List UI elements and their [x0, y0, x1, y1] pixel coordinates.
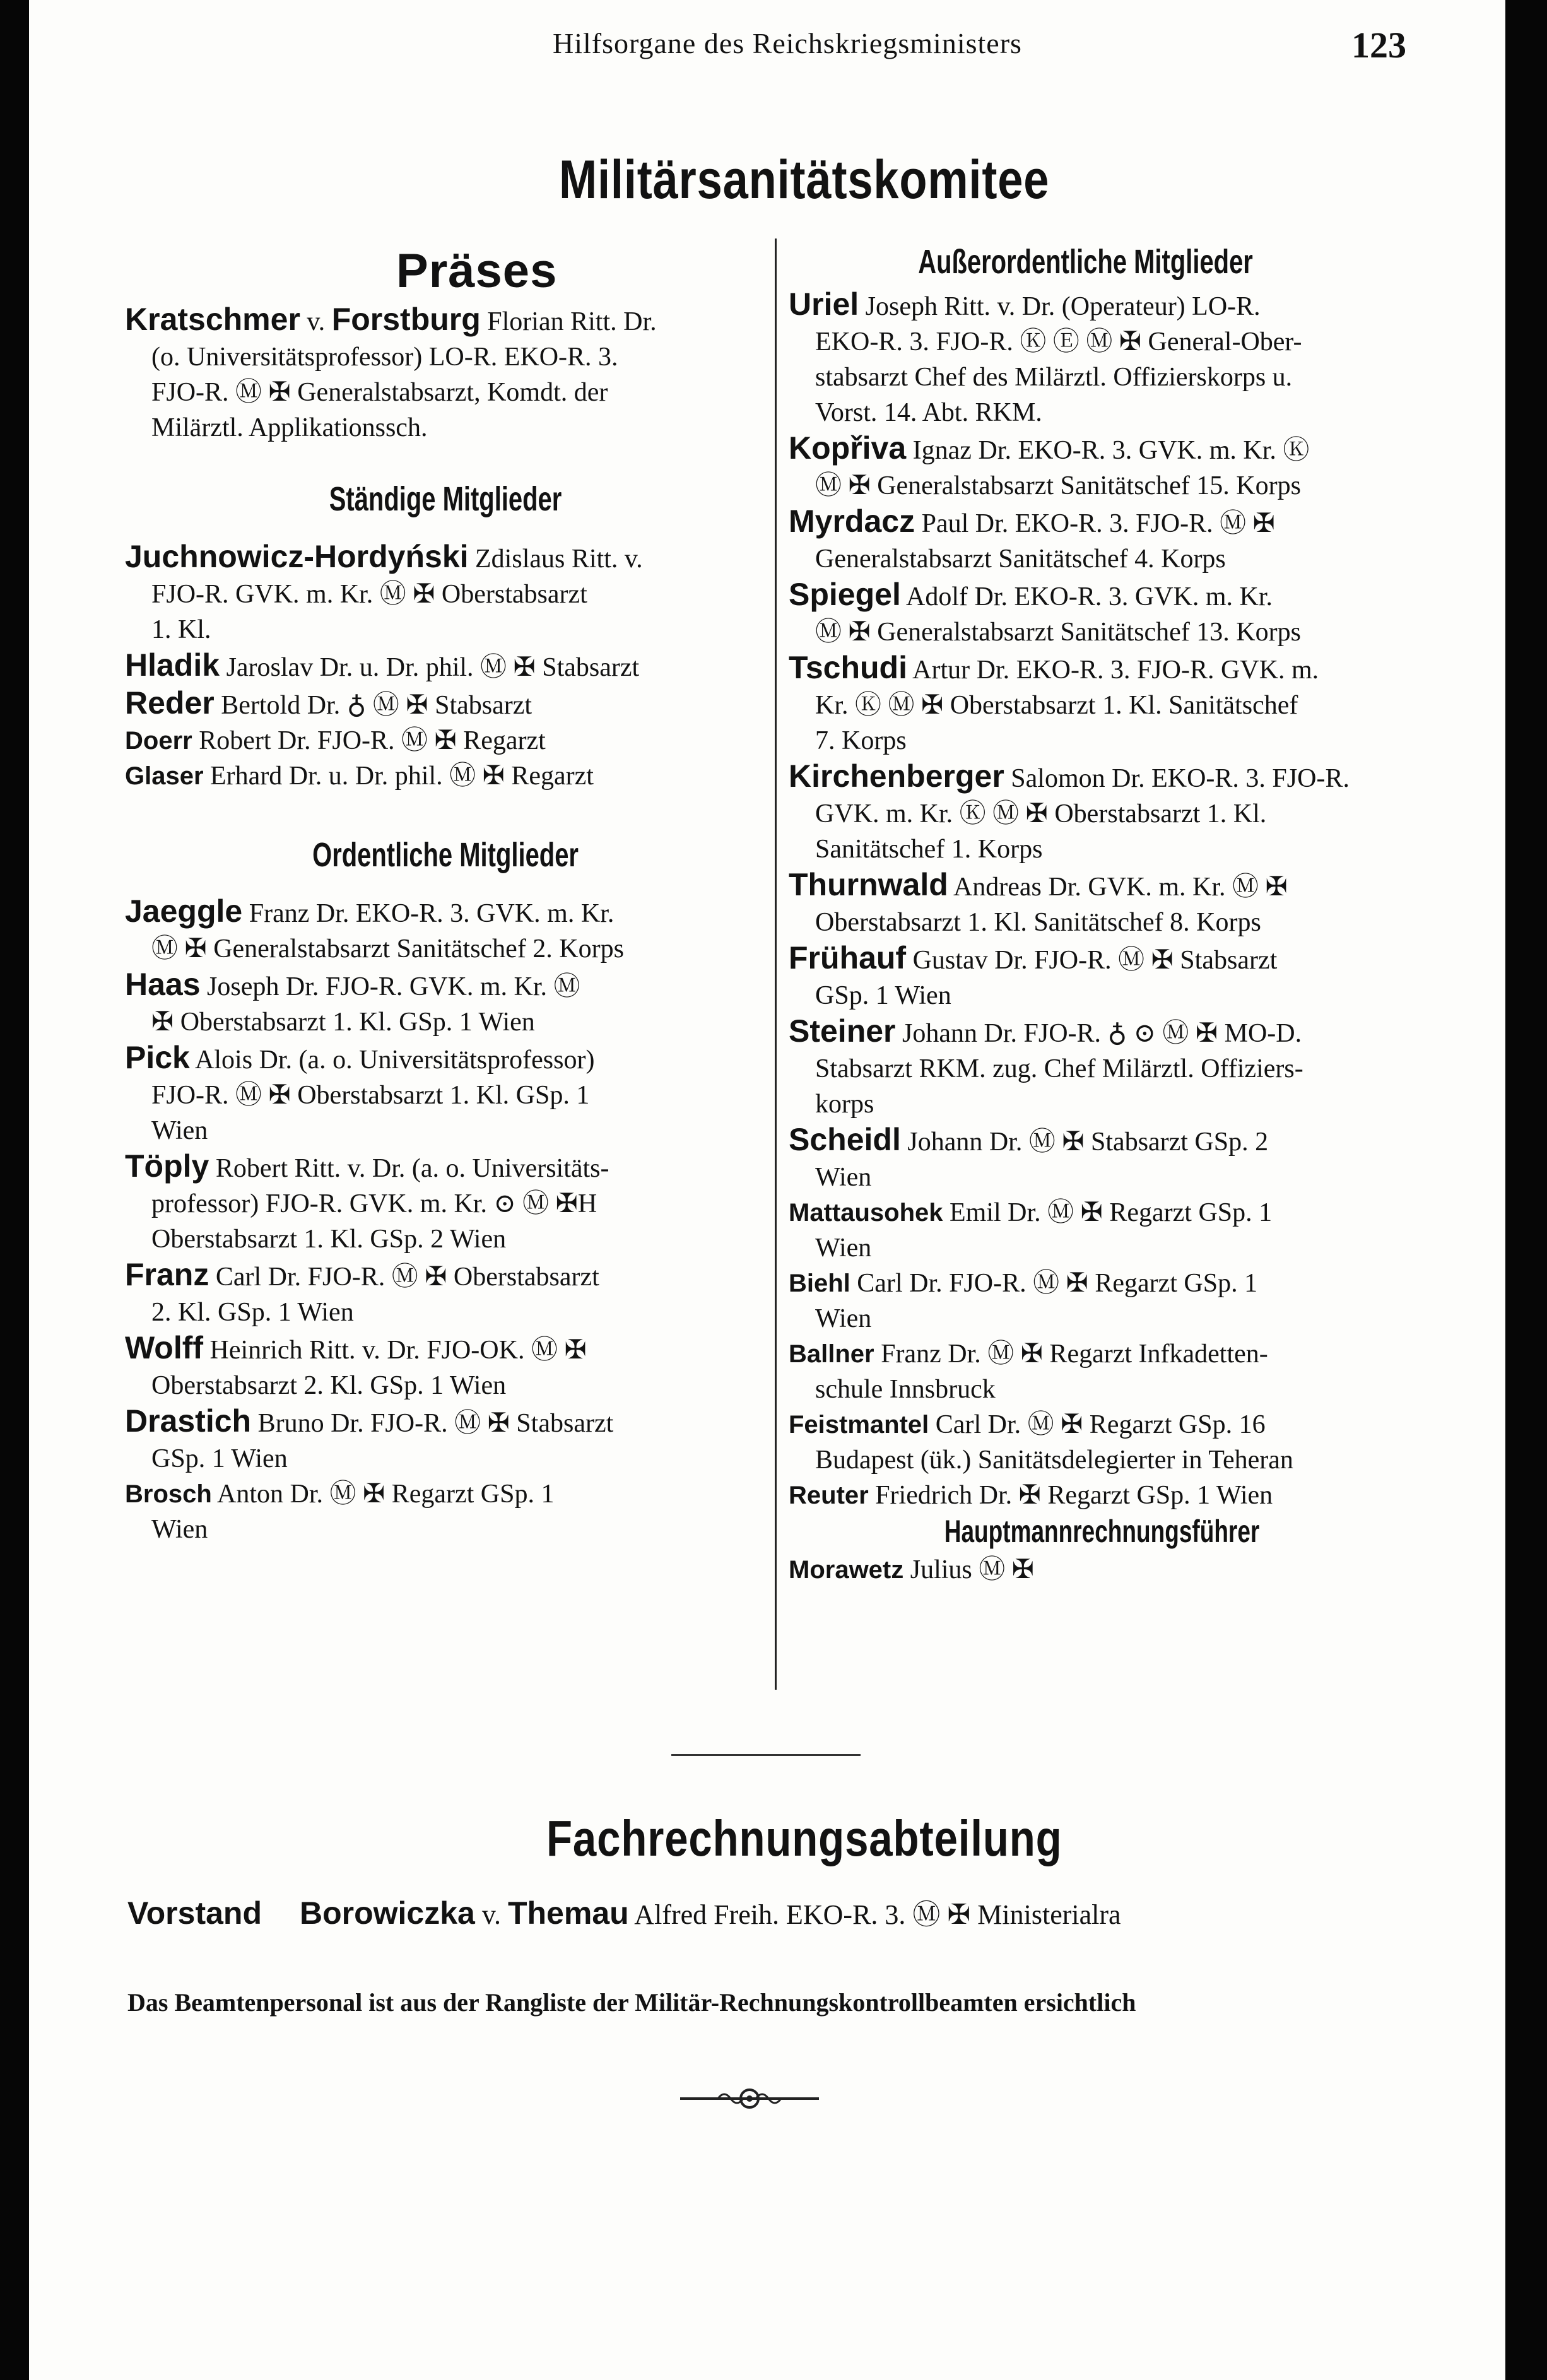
entry-name: Haas [125, 967, 201, 1002]
entry-continuation: FJO-R. GVK. m. Kr. Ⓜ ✠ Oberstabsarzt [151, 580, 587, 609]
ausserordentliche-heading: Außerordentliche Mitglieder [918, 243, 1254, 281]
entry-name: Franz [125, 1257, 209, 1292]
entry-name: Doerr [125, 727, 192, 755]
entry-detail: Joseph Dr. FJO-R. GVK. m. Kr. Ⓜ [200, 972, 580, 1001]
right-column [756, 242, 1416, 1588]
entry-continuation: Wien [815, 1234, 872, 1263]
entry [789, 1552, 1416, 1588]
entry-continuation: Ⓜ ✠ Generalstabsarzt Sanitätschef 2. Korps [151, 934, 624, 963]
entry-detail: Artur Dr. EKO-R. 3. FJO-R. GVK. m. [907, 656, 1319, 685]
entry-first-line [789, 577, 1416, 615]
entry-continuation: GVK. m. Kr. Ⓚ Ⓜ ✠ Oberstabsarzt 1. Kl. [815, 799, 1267, 828]
entry-name: Biehl [789, 1270, 850, 1297]
entry-first-line [125, 1330, 766, 1368]
entry-continuation: Oberstabsarzt 2. Kl. GSp. 1 Wien [151, 1371, 507, 1400]
entry-continuation: Kr. Ⓚ Ⓜ ✠ Oberstabsarzt 1. Kl. Sanitätschef [815, 691, 1298, 720]
entry-continuation: Wien [151, 1116, 208, 1145]
rechnungs-list [756, 1552, 1416, 1588]
entry-first-line [789, 504, 1416, 541]
entry-detail: Gustav Dr. FJO-R. Ⓜ ✠ Stabsarzt [906, 946, 1278, 975]
entry [125, 1476, 766, 1547]
entry [789, 577, 1416, 650]
entry-continuation: stabsarzt Chef des Milärztl. Offizierskorps u. [815, 363, 1293, 392]
ordentliche-list [125, 893, 766, 1547]
entry-detail: Robert Ritt. v. Dr. (a. o. Universitäts- [209, 1154, 609, 1183]
section-rule [671, 1754, 861, 1756]
staendige-heading: Ständige Mitglieder [329, 480, 562, 518]
entry-detail: Franz Dr. EKO-R. 3. GVK. m. Kr. [242, 899, 615, 928]
ausserordentliche-heading-wrap [756, 242, 1416, 286]
rechnungs-heading-wrap [756, 1513, 1416, 1552]
entry-continuation: Oberstabsarzt 1. Kl. GSp. 2 Wien [151, 1225, 507, 1254]
entry-name: Brosch [125, 1480, 212, 1508]
entry-name: Scheidl [789, 1122, 901, 1157]
entry-continuation: 1. Kl. [151, 615, 211, 644]
entry-name: Tschudi [789, 650, 907, 685]
entry-continuation: Oberstabsarzt 1. Kl. Sanitätschef 8. Korps [815, 908, 1261, 937]
entry-continuation: EKO-R. 3. FJO-R. Ⓚ Ⓔ Ⓜ ✠ General-Ober- [815, 327, 1302, 356]
entry-name: Töply [125, 1148, 209, 1184]
entry-name: Spiegel [789, 577, 901, 612]
entry [125, 685, 766, 723]
ausserordentliche-list [756, 286, 1416, 1513]
entry-continuation: Vorst. 14. Abt. RKM. [815, 398, 1042, 427]
vorstand-name: Borowiczka [300, 1895, 475, 1931]
entry-continuation: 2. Kl. GSp. 1 Wien [151, 1298, 354, 1327]
main-title: Militärsanitätskomitee [559, 150, 1050, 210]
entry-continuation: Ⓜ ✠ Generalstabsarzt Sanitätschef 15. Korps [815, 471, 1301, 500]
entry [789, 1122, 1416, 1195]
entry [789, 1266, 1416, 1336]
entry-first-line [125, 1148, 766, 1186]
entry-name: Kirchenberger [789, 758, 1004, 794]
entry [789, 1195, 1416, 1266]
entry [125, 647, 766, 685]
entry [125, 302, 766, 445]
vorstand-particle: v. [474, 1899, 509, 1930]
entry-continuation: Budapest (ük.) Sanitätsdelegierter in Teheran [815, 1446, 1293, 1475]
entry-detail: Paul Dr. EKO-R. 3. FJO-R. Ⓜ ✠ [915, 509, 1275, 538]
entry-continuation: Wien [815, 1163, 872, 1192]
entry-first-line [789, 1195, 1416, 1230]
entry-detail: Anton Dr. Ⓜ ✠ Regarzt GSp. 1 [211, 1480, 555, 1509]
entry-detail: Julius Ⓜ ✠ [903, 1555, 1034, 1584]
entry-detail: Erhard Dr. u. Dr. phil. Ⓜ ✠ Regarzt [203, 762, 594, 791]
entry-name: Kratschmer [125, 302, 300, 337]
beamten-note: Das Beamtenpersonal ist aus der Rangliste der Militär-Rechnungskontrollbeamten ersichtlich [127, 1988, 1136, 2017]
entry-name: Frühauf [789, 940, 907, 975]
entry-first-line [789, 1336, 1416, 1372]
entry-first-line [125, 647, 766, 685]
vorstand-name2: Themau [508, 1895, 629, 1931]
entry-first-line [789, 1013, 1416, 1051]
entry-name: Juchnowicz-Hordyński [125, 539, 469, 574]
entry [125, 893, 766, 967]
vorstand-rest: Alfred Freih. EKO-R. 3. Ⓜ ✠ Ministerialra [628, 1899, 1121, 1930]
entry-first-line [789, 758, 1416, 796]
entry [789, 650, 1416, 758]
entry-continuation: Ⓜ ✠ Generalstabsarzt Sanitätschef 13. Korps [815, 618, 1301, 647]
entry-first-line [789, 1122, 1416, 1160]
entry-first-line [789, 650, 1416, 688]
entry-continuation: Generalstabsarzt Sanitätschef 4. Korps [815, 545, 1226, 574]
left-column [125, 302, 766, 1547]
ordentliche-heading-wrap [125, 835, 766, 880]
entry [789, 286, 1416, 430]
entry-name2: Forstburg [331, 302, 481, 337]
entry-name: Kopřiva [789, 430, 907, 466]
entry-name: Morawetz [789, 1556, 904, 1584]
entry-detail: Carl Dr. FJO-R. Ⓜ ✠ Regarzt GSp. 1 [850, 1269, 1258, 1298]
entry-detail: Carl Dr. FJO-R. Ⓜ ✠ Oberstabsarzt [209, 1263, 599, 1292]
entry [125, 723, 766, 758]
entry-detail: Salomon Dr. EKO-R. 3. FJO-R. [1004, 764, 1350, 793]
entry-name: Jaeggle [125, 893, 243, 929]
entry-name: Reuter [789, 1482, 869, 1509]
entry-detail: Joseph Ritt. v. Dr. (Operateur) LO-R. [859, 292, 1261, 321]
entry-continuation: korps [815, 1090, 874, 1119]
rechnungs-heading: Hauptmannrechnungsführer [944, 1514, 1260, 1549]
entry-name: Glaser [125, 762, 204, 790]
entry [125, 1257, 766, 1330]
entry [789, 758, 1416, 867]
entry-first-line [125, 302, 766, 339]
entry-name: Uriel [789, 286, 859, 322]
entry-name: Hladik [125, 647, 220, 683]
entry-first-line [125, 1476, 766, 1512]
entry [125, 1403, 766, 1476]
entry-first-line [789, 1552, 1416, 1588]
entry-first-line [789, 940, 1416, 978]
entry-detail: Jaroslav Dr. u. Dr. phil. Ⓜ ✠ Stabsarzt [220, 653, 640, 682]
entry-name: Drastich [125, 1403, 252, 1439]
entry-continuation: ✠ Oberstabsarzt 1. Kl. GSp. 1 Wien [151, 1008, 535, 1037]
entry [789, 504, 1416, 577]
vorstand-label: Vorstand [127, 1895, 262, 1931]
entry-first-line [789, 867, 1416, 905]
entry [125, 539, 766, 647]
entry-detail: Johann Dr. Ⓜ ✠ Stabsarzt GSp. 2 [900, 1128, 1269, 1157]
entry-first-line [789, 1478, 1416, 1513]
entry-detail: Bruno Dr. FJO-R. Ⓜ ✠ Stabsarzt [251, 1409, 614, 1438]
entry-continuation: Stabsarzt RKM. zug. Chef Milärztl. Offiziers- [815, 1054, 1303, 1083]
praeses-heading: Präses [396, 244, 558, 298]
entry-detail: Johann Dr. FJO-R. ♁ ⊙ Ⓜ ✠ MO-D. [895, 1019, 1302, 1048]
ordentliche-heading: Ordentliche Mitglieder [312, 836, 579, 874]
entry-detail: Zdislaus Ritt. v. [468, 545, 643, 574]
entry-first-line [125, 1257, 766, 1295]
entry-first-line [125, 539, 766, 577]
entry [789, 940, 1416, 1013]
entry-continuation: Wien [151, 1515, 208, 1544]
entry-continuation: (o. Universitätsprofessor) LO-R. EKO-R. 3. [151, 343, 618, 372]
entry-detail: Alois Dr. (a. o. Universitätsprofessor) [189, 1046, 595, 1075]
entry-detail: Ignaz Dr. EKO-R. 3. GVK. m. Kr. Ⓚ [906, 436, 1310, 465]
entry-name: Pick [125, 1040, 190, 1075]
document-page [29, 0, 1505, 2380]
entry [125, 1148, 766, 1257]
entry-particle: v. [300, 307, 332, 336]
entry-continuation: GSp. 1 Wien [151, 1444, 288, 1473]
entry [125, 1040, 766, 1148]
entry-detail: Carl Dr. Ⓜ ✠ Regarzt GSp. 16 [929, 1410, 1266, 1439]
entry-continuation: Sanitätschef 1. Korps [815, 835, 1043, 864]
entry-detail: Heinrich Ritt. v. Dr. FJO-OK. Ⓜ ✠ [203, 1336, 587, 1365]
entry-name: Reder [125, 685, 215, 721]
entry-first-line [125, 1040, 766, 1078]
entry-continuation: FJO-R. Ⓜ ✠ Oberstabsarzt 1. Kl. GSp. 1 [151, 1081, 590, 1110]
entry [789, 1336, 1416, 1407]
entry [789, 1478, 1416, 1513]
entry-detail: Florian Ritt. Dr. [480, 307, 657, 336]
entry-name: Wolff [125, 1330, 204, 1365]
entry-continuation: 7. Korps [815, 726, 907, 755]
entry [125, 758, 766, 794]
entry-continuation: FJO-R. Ⓜ ✠ Generalstabsarzt, Komdt. der [151, 378, 608, 407]
entry-first-line [789, 430, 1416, 468]
entry [125, 1330, 766, 1403]
entry-first-line [789, 1407, 1416, 1442]
entry-detail: Andreas Dr. GVK. m. Kr. Ⓜ ✠ [948, 873, 1288, 902]
entry-first-line [789, 1266, 1416, 1301]
entry-detail: Emil Dr. Ⓜ ✠ Regarzt GSp. 1 [943, 1198, 1273, 1227]
ornament-icon [680, 2080, 819, 2118]
entry-first-line [789, 286, 1416, 324]
entry [789, 430, 1416, 504]
entry-first-line [125, 758, 766, 794]
entry [125, 967, 766, 1040]
entry-continuation: Milärztl. Applikationssch. [151, 413, 428, 442]
staendige-heading-wrap [125, 480, 766, 524]
entry-name: Feistmantel [789, 1411, 929, 1439]
staendige-list [125, 539, 766, 794]
running-header: Hilfsorgane des Reichskriegsministers [553, 27, 1022, 59]
vorstand-line [127, 1892, 1121, 1932]
entry-first-line [125, 967, 766, 1004]
entry-detail: Bertold Dr. ♁ Ⓜ ✠ Stabsarzt [214, 691, 532, 720]
entry-continuation: professor) FJO-R. GVK. m. Kr. ⊙ Ⓜ ✠H [151, 1189, 597, 1218]
praeses-list [125, 302, 766, 445]
entry-detail: Adolf Dr. EKO-R. 3. GVK. m. Kr. [900, 582, 1273, 611]
entry-name: Steiner [789, 1013, 896, 1049]
entry-continuation: schule Innsbruck [815, 1375, 996, 1404]
entry-first-line [125, 723, 766, 758]
fach-title: Fachrechnungsabteilung [546, 1810, 1062, 1866]
entry [789, 1013, 1416, 1122]
entry-name: Myrdacz [789, 504, 915, 539]
entry [789, 867, 1416, 940]
entry-first-line [125, 685, 766, 723]
entry-detail: Friedrich Dr. ✠ Regarzt GSp. 1 Wien [868, 1481, 1273, 1510]
entry-continuation: Wien [815, 1304, 872, 1333]
entry-continuation: GSp. 1 Wien [815, 981, 951, 1010]
entry-name: Thurnwald [789, 867, 948, 902]
entry [789, 1407, 1416, 1478]
entry-first-line [125, 893, 766, 931]
entry-detail: Franz Dr. Ⓜ ✠ Regarzt Infkadetten- [874, 1340, 1268, 1369]
page-number: 123 [1351, 25, 1406, 66]
entry-name: Mattausohek [789, 1199, 943, 1227]
entry-name: Ballner [789, 1340, 874, 1368]
entry-first-line [125, 1403, 766, 1441]
entry-detail: Robert Dr. FJO-R. Ⓜ ✠ Regarzt [192, 726, 546, 755]
